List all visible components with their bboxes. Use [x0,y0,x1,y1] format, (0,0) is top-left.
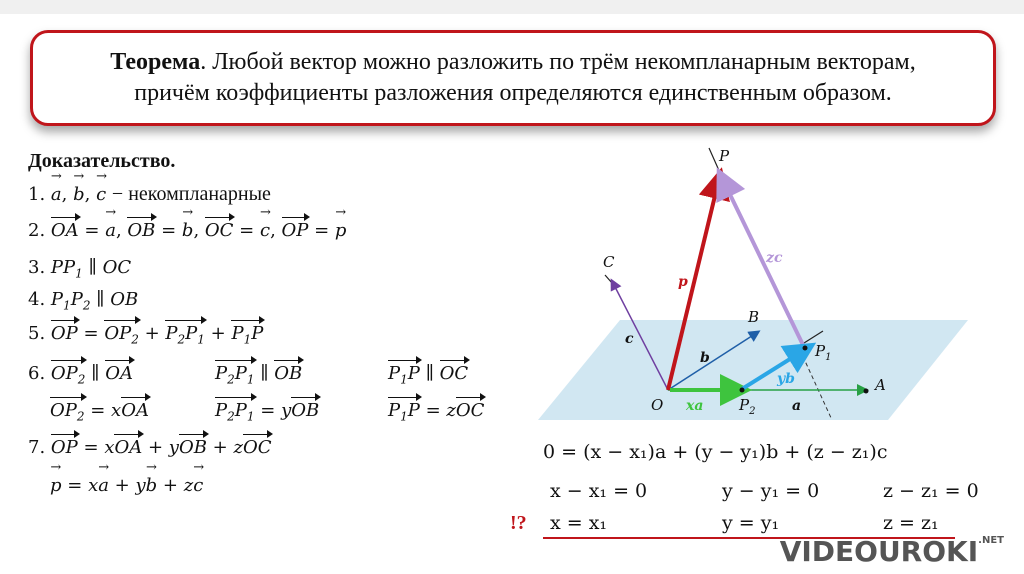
label-vector-c: c [625,331,634,347]
label-point-b: B [748,308,760,326]
point-p1 [803,346,808,351]
proof-step-6f: $P_1P$ = zOC [388,400,485,424]
theorem-text-1: . Любой вектор можно разложить по трём некомпланарным векторам, [200,49,916,75]
theorem-title: Теорема [110,49,201,75]
proof-step-6e: $P_2P_1$ = yOB [215,400,320,424]
proof-step-6b: $P_2P_1$ ∥ OB [215,363,303,387]
label-vector-a: a [792,398,802,414]
proof-step-6: 6. $OP_2$ ∥ OA [28,363,133,387]
proof-step-6d: $OP_2$ = xOA [50,400,149,424]
label-vector-xa: xa [686,398,704,414]
eq-row1-y: y − y₁ = 0 [722,480,820,502]
eq-row2-x: x = x₁ [550,512,608,534]
eq-row2-y: y = y₁ [722,512,780,534]
proof-step-6c: $P_1P$ ∥ OC [388,363,469,387]
label-point-a: A [875,376,886,394]
proof-step-7b: → p = x→ a + y→ b + z→ c [50,475,203,496]
proof-step-2: 2. OA = → a, OB = → b, OC = → c, OP = → p [28,220,346,241]
point-p2 [740,388,745,393]
proof-step-1: 1. → a, → b, → c − некомпланарные [28,183,271,206]
guide-line-oc [605,275,612,283]
label-point-c: C [603,253,615,271]
label-vector-b: b [700,350,710,366]
eq-row1-x: x − x₁ = 0 [550,480,648,502]
proof-step-4: 4. $P_1P_2$ ∥ OB [28,289,139,313]
proof-title: Доказательство. [28,150,176,172]
label-vector-p: p [678,274,688,290]
theorem-line-2: причём коэффициенты разложения определяются единственным образом. [134,80,892,106]
question-mark: !? [510,512,527,534]
zero-equation: 0 = (x − x₁)a + (y − y₁)b + (z − z₁)c [543,441,888,463]
label-vector-zc: zc [766,250,783,266]
label-point-p: P [719,147,730,165]
label-point-p1: $P_1$ [815,342,832,363]
label-point-p2: $P_2$ [739,396,756,417]
proof-step-7: 7. OP = xOA + yOB + zOC [28,437,272,458]
point-a [864,389,869,394]
proof-step-5: 5. OP = $OP_2 + P_2P_1 + P_1P$ [28,323,264,347]
label-vector-yb: yb [777,371,795,387]
eq-row2-z: z = z₁ [883,512,939,534]
label-point-o: O [651,396,664,414]
proof-step-3: 3. $PP_1$ ∥ OC [28,257,132,281]
step-1-text: − некомпланарные [111,183,271,205]
eq-row1-z: z − z₁ = 0 [883,480,979,502]
videouroki-logo: $VIDEOUROKI^{.NET}$ [779,535,1004,568]
